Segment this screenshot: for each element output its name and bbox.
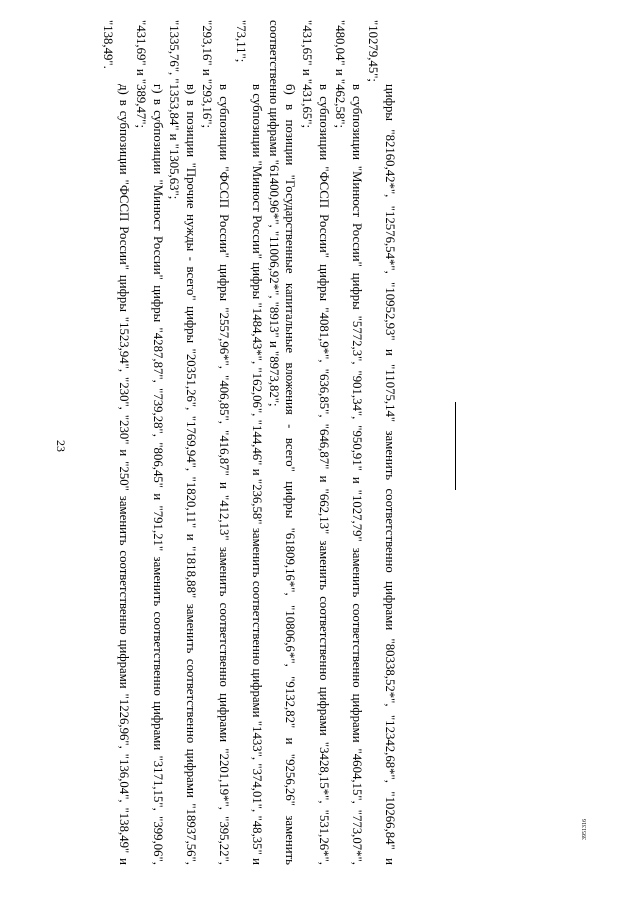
paragraph: в субпозиции "ФССП России" цифры "2557,96*", "406,85", "416,87" и "412,13" заменить соответственно цифрами "2201,19*", "395,22", "293,16" и "293,16";: [200, 20, 232, 865]
separator-line: [455, 402, 456, 490]
paragraph: в субпозиции "Минюст России" цифры "5772,3", "901,34", "950,91" и "1027,79" заменить соответственно цифрами "4604,15", "773,07*", "480,04" и "462,58";: [333, 20, 364, 865]
paragraph: г) в субпозиции "Минюст России" цифры "4287,87", "739,28", "806,45" и "791,21" заменить соответственно цифрами "3171,15", "399,06", "431,69" и "389,47";: [134, 20, 165, 865]
paragraph: цифры "82160,42*", "12576,54*", "10952,93" и "11075,14" заменить соответственно цифрами "80338,52*", "12342,68*", "10266,84" и "10279,45";: [366, 20, 397, 865]
document-id: 3951316: [582, 819, 588, 840]
page-number: 23: [54, 440, 68, 452]
paragraph: б) в позиции "Государственные капитальные вложения - всего" цифры "61809,16*", "10806,6*", "9132,82" и "9256,26" заменить соответственно цифрами "61400,96*", "11006,92*", "8913" и "8973,82";: [266, 20, 298, 865]
paragraph: в субпозиции "Минюст России" цифры "1484,43*", "162,06", "144,46" и "236,58" заменить соответственно цифрами "1433", "374,01", "48,35" и "73,11";: [233, 20, 265, 865]
paragraph: д) в субпозиции "ФССП России" цифры "1523,94", "230", "230" и "250" заменить соответственно цифрами "1226,96", "136,04", "138,49" и "138,49".: [100, 20, 132, 865]
document-body: [58, 20, 398, 865]
paragraph: в) в позиции "Прочие нужды - всего" цифры "20351,26", "1769,94", "1820,11" и "1818,88" заменить соответственно цифрами "18937,56", "1335,76", "1353,84" и "1305,63";: [167, 20, 198, 865]
paragraph: в субпозиции "ФССП России" цифры "4081,9*", "636,85", "646,87" и "662,13" заменить соответственно цифрами "3428,15*", "531,26*", "431,65" и "431,65";: [300, 20, 331, 865]
